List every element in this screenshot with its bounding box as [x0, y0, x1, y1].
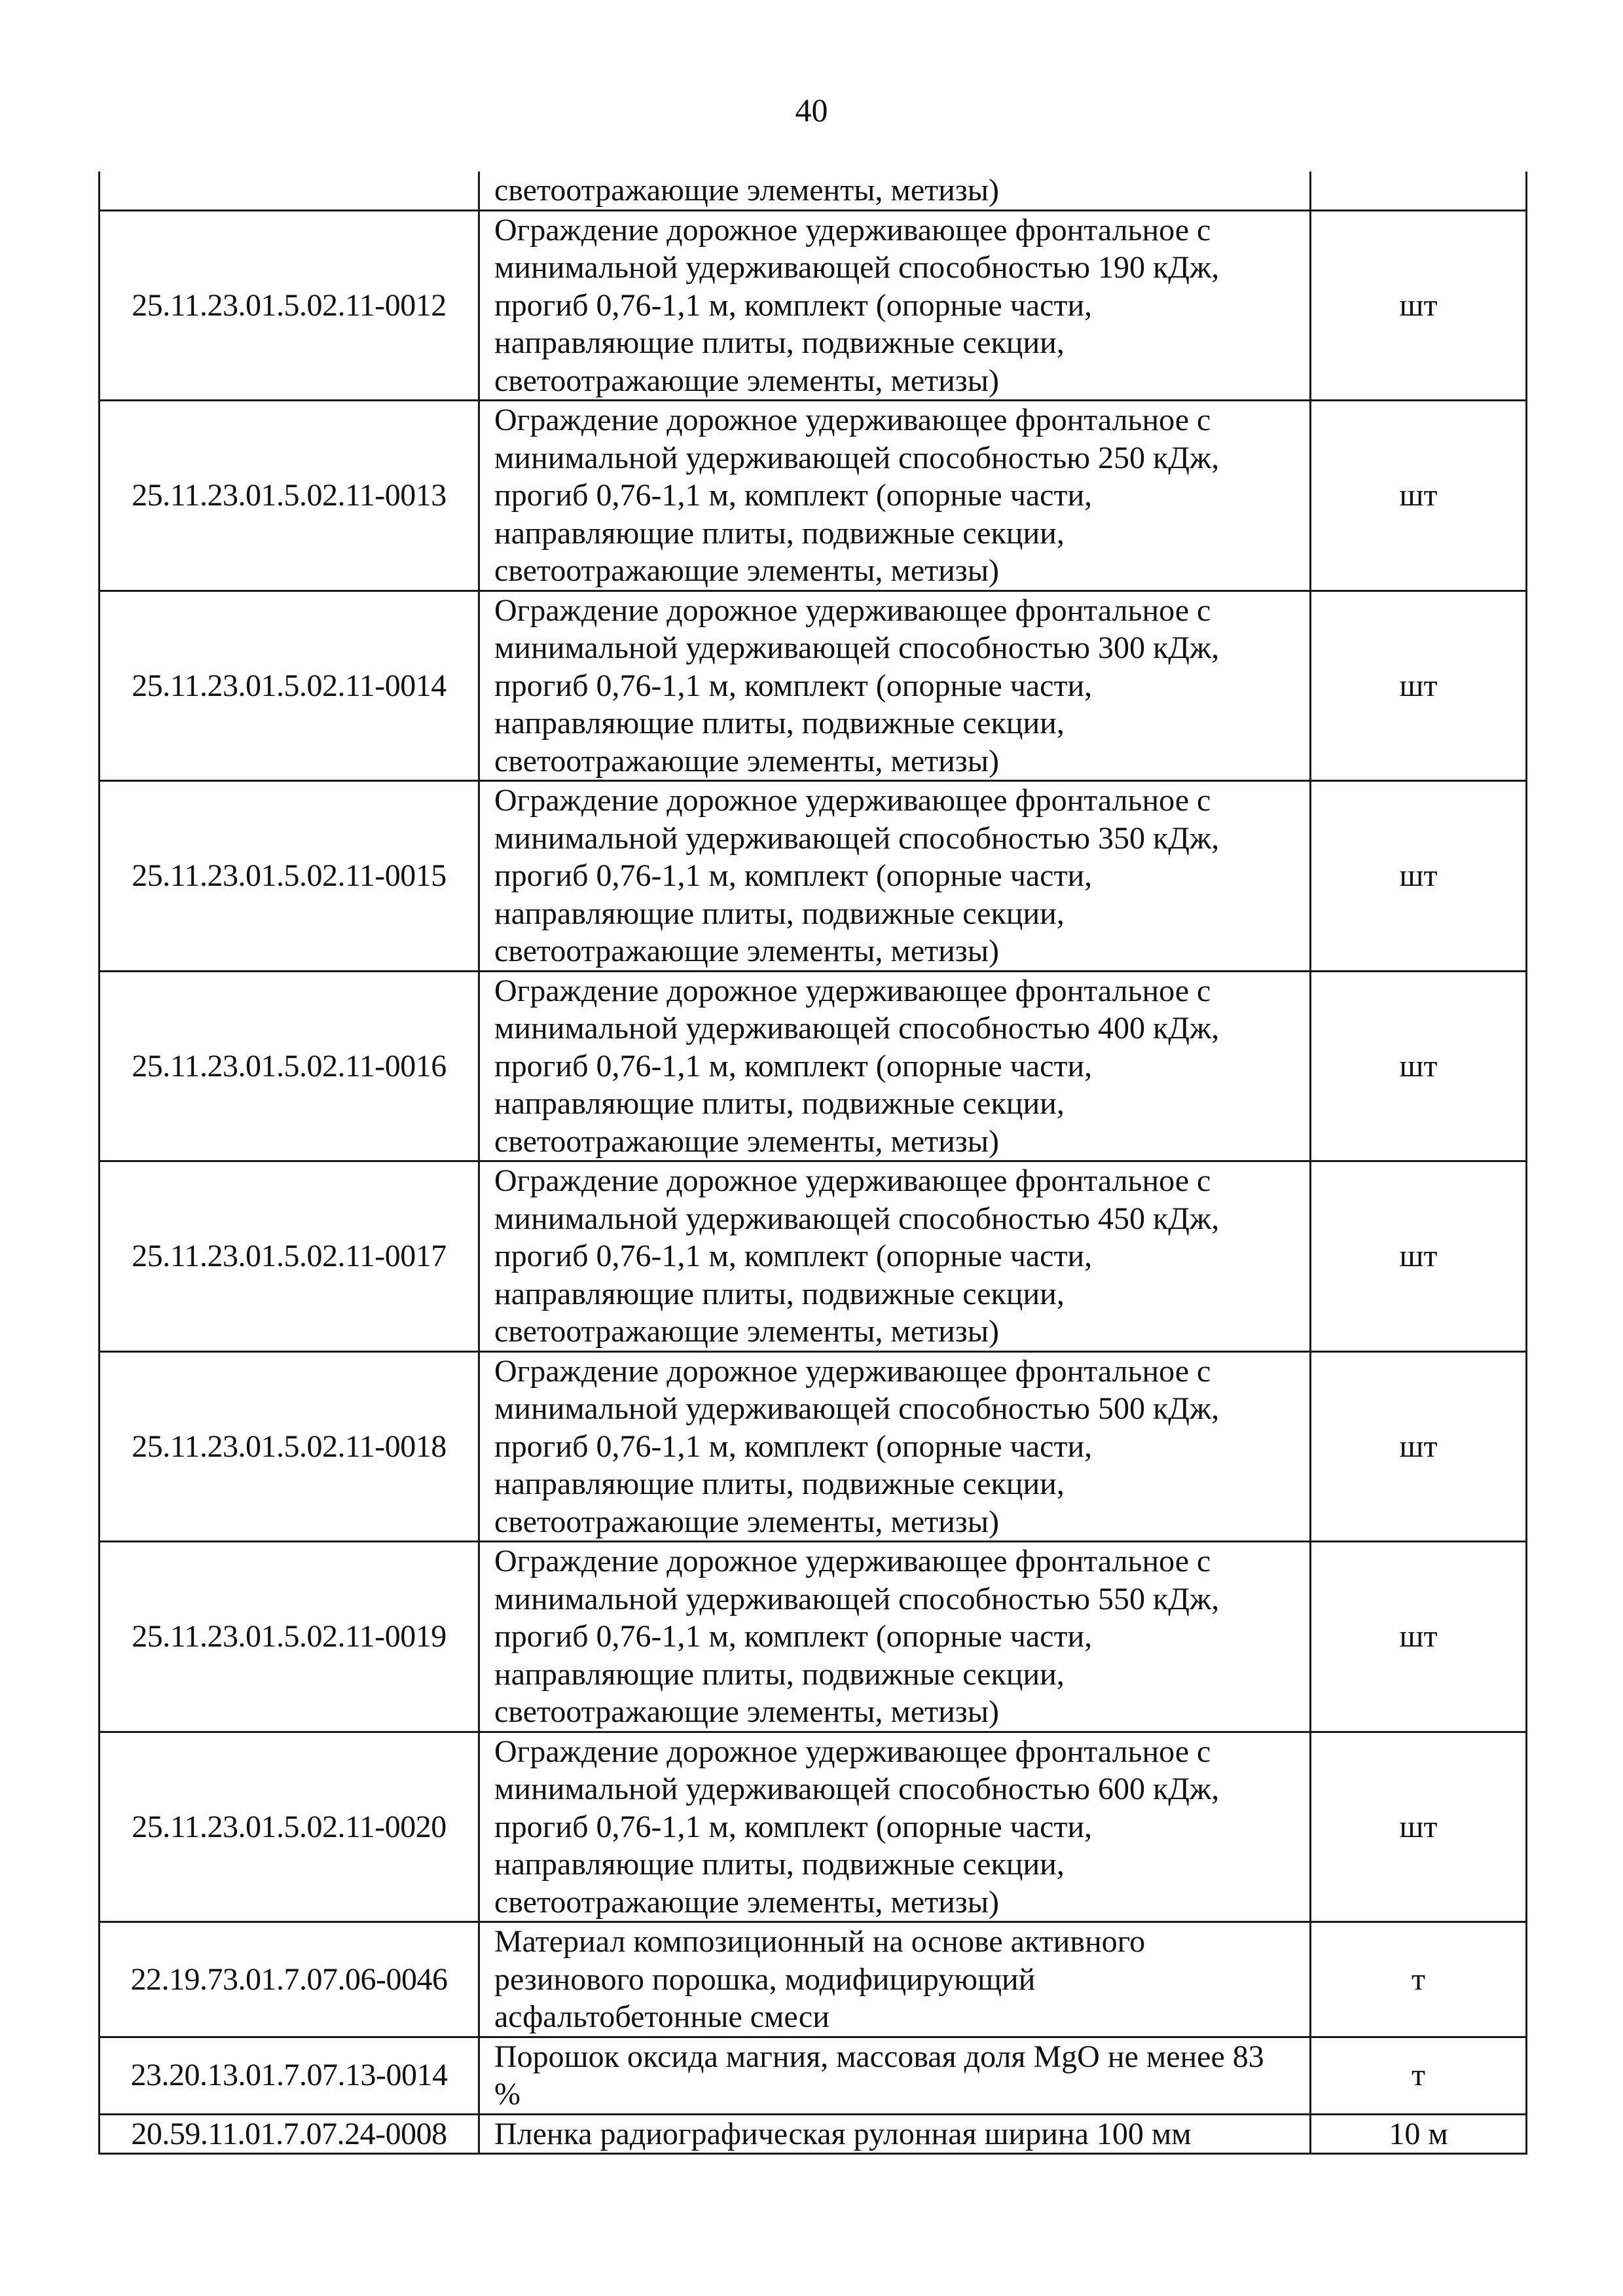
table-row [100, 2037, 1527, 2114]
resource-table [98, 172, 1527, 2155]
unit-of-measure: т [1311, 2037, 1527, 2114]
table-row [100, 781, 1527, 972]
description-line: Материал композиционный на основе активного [494, 1924, 1146, 1959]
description-line: минимальной удерживающей способностью 550 кДж, [494, 1581, 1220, 1616]
description-line: направляющие плиты, подвижные секции, [494, 706, 1065, 740]
table-row [100, 2114, 1527, 2154]
description-line: Ограждение дорожное удерживающее фронтальное с [494, 212, 1211, 247]
table-row [100, 1922, 1527, 2037]
description-line: светоотражающие элементы, метизы) [494, 1884, 999, 1920]
description-line: минимальной удерживающей способностью 450 кДж, [494, 1201, 1220, 1236]
unit-of-measure: шт [1311, 1732, 1527, 1922]
description-line: минимальной удерживающей способностью 500 кДж, [494, 1391, 1220, 1426]
resource-description [479, 781, 1311, 972]
unit-of-measure: шт [1311, 1542, 1527, 1732]
table-row [100, 1732, 1527, 1922]
description-line: Ограждение дорожное удерживающее фронтальное с [494, 403, 1211, 437]
description-line: Ограждение дорожное удерживающее фронтальное с [494, 783, 1211, 818]
description-line: Ограждение дорожное удерживающее фронтальное с [494, 1163, 1211, 1198]
unit-of-measure: т [1311, 1922, 1527, 2037]
resource-code: 25.11.23.01.5.02.11-0018 [100, 1351, 479, 1542]
description-line: направляющие плиты, подвижные секции, [494, 1276, 1065, 1311]
table-row [100, 1351, 1527, 1542]
description-line: минимальной удерживающей способностью 250 кДж, [494, 440, 1220, 475]
description-line: Ограждение дорожное удерживающее фронтальное с [494, 1734, 1211, 1769]
description-line: прогиб 0,76-1,1 м, комплект (опорные части, [494, 1048, 1093, 1084]
table-row [100, 172, 1527, 210]
unit-of-measure: 10 м [1311, 2114, 1527, 2154]
unit-of-measure: шт [1311, 781, 1527, 972]
resource-description [479, 2114, 1311, 2154]
description-line: светоотражающие элементы, метизы) [494, 1123, 999, 1159]
description-line: направляющие плиты, подвижные секции, [494, 896, 1065, 931]
description-line: асфальтобетонные смеси [494, 1999, 830, 2034]
table-row [100, 971, 1527, 1161]
table-row [100, 401, 1527, 591]
description-line: резинового порошка, модифицирующий [494, 1961, 1036, 1997]
resource-description [479, 172, 1311, 210]
resource-description [479, 1732, 1311, 1922]
resource-description [479, 401, 1311, 591]
description-line: Ограждение дорожное удерживающее фронтальное с [494, 592, 1211, 628]
description-line: минимальной удерживающей способностью 400 кДж, [494, 1011, 1220, 1046]
description-line: прогиб 0,76-1,1 м, комплект (опорные части, [494, 1619, 1093, 1654]
description-line: светоотражающие элементы, метизы) [494, 743, 999, 778]
description-line: минимальной удерживающей способностью 190 кДж, [494, 250, 1220, 285]
resource-description [479, 2037, 1311, 2114]
description-line: направляющие плиты, подвижные секции, [494, 1467, 1065, 1501]
description-line: прогиб 0,76-1,1 м, комплект (опорные части, [494, 1429, 1093, 1464]
resource-code: 22.19.73.01.7.07.06-0046 [100, 1922, 479, 2037]
description-line: направляющие плиты, подвижные секции, [494, 515, 1065, 551]
resource-code: 25.11.23.01.5.02.11-0016 [100, 971, 479, 1161]
unit-of-measure: шт [1311, 1351, 1527, 1542]
resource-description [479, 1351, 1311, 1542]
description-line: светоотражающие элементы, метизы) [494, 363, 999, 398]
resource-description [479, 1161, 1311, 1352]
resource-description [479, 210, 1311, 401]
description-line: минимальной удерживающей способностью 600 кДж, [494, 1772, 1220, 1806]
resource-code: 25.11.23.01.5.02.11-0012 [100, 210, 479, 401]
description-line: светоотражающие элементы, метизы) [494, 1504, 999, 1539]
table-row [100, 1542, 1527, 1732]
resource-description [479, 1542, 1311, 1732]
description-line: светоотражающие элементы, метизы) [494, 934, 999, 968]
resource-code: 25.11.23.01.5.02.11-0020 [100, 1732, 479, 1922]
description-line: прогиб 0,76-1,1 м, комплект (опорные части, [494, 1809, 1093, 1844]
resource-description [479, 971, 1311, 1161]
description-line: Ограждение дорожное удерживающее фронтальное с [494, 1544, 1211, 1578]
description-line: Ограждение дорожное удерживающее фронтальное с [494, 1353, 1211, 1389]
description-line: направляющие плиты, подвижные секции, [494, 325, 1065, 360]
description-line: светоотражающие элементы, метизы) [494, 1694, 999, 1729]
resource-code: 25.11.23.01.5.02.11-0013 [100, 401, 479, 591]
unit-of-measure: шт [1311, 591, 1527, 781]
resource-description [479, 591, 1311, 781]
description-line: прогиб 0,76-1,1 м, комплект (опорные части, [494, 858, 1093, 893]
resource-code [100, 172, 479, 210]
unit-of-measure: шт [1311, 210, 1527, 401]
description-line: направляющие плиты, подвижные секции, [494, 1847, 1065, 1882]
unit-of-measure: шт [1311, 401, 1527, 591]
resource-code: 20.59.11.01.7.07.24-0008 [100, 2114, 479, 2154]
unit-of-measure: шт [1311, 1161, 1527, 1352]
unit-of-measure [1311, 172, 1527, 210]
unit-of-measure: шт [1311, 971, 1527, 1161]
description-line: прогиб 0,76-1,1 м, комплект (опорные части, [494, 287, 1093, 323]
description-line: светоотражающие элементы, метизы) [494, 1314, 999, 1349]
table-row [100, 1161, 1527, 1352]
description-line: направляющие плиты, подвижные секции, [494, 1656, 1065, 1692]
description-line: % [494, 2077, 520, 2111]
description-line: прогиб 0,76-1,1 м, комплект (опорные части, [494, 478, 1093, 513]
resource-table-body [100, 172, 1527, 2154]
page-number: 40 [795, 92, 828, 128]
description-line: светоотражающие элементы, метизы) [494, 553, 999, 588]
description-line: минимальной удерживающей способностью 350 кДж, [494, 820, 1220, 856]
description-line: Порошок оксида магния, массовая доля MgO не менее 83 [494, 2039, 1264, 2074]
description-line: Пленка радиографическая рулонная ширина 100 мм [494, 2116, 1192, 2151]
description-line: светоотражающие элементы, метизы) [494, 173, 999, 208]
description-line: направляющие плиты, подвижные секции, [494, 1086, 1065, 1121]
description-line: прогиб 0,76-1,1 м, комплект (опорные части, [494, 668, 1093, 703]
resource-code: 25.11.23.01.5.02.11-0014 [100, 591, 479, 781]
description-line: прогиб 0,76-1,1 м, комплект (опорные части, [494, 1239, 1093, 1273]
table-row [100, 210, 1527, 401]
resource-code: 25.11.23.01.5.02.11-0017 [100, 1161, 479, 1352]
table-row [100, 591, 1527, 781]
resource-code: 25.11.23.01.5.02.11-0019 [100, 1542, 479, 1732]
description-line: минимальной удерживающей способностью 300 кДж, [494, 630, 1220, 665]
resource-code: 25.11.23.01.5.02.11-0015 [100, 781, 479, 972]
description-line: Ограждение дорожное удерживающее фронтальное с [494, 973, 1211, 1008]
resource-code: 23.20.13.01.7.07.13-0014 [100, 2037, 479, 2114]
resource-description [479, 1922, 1311, 2037]
